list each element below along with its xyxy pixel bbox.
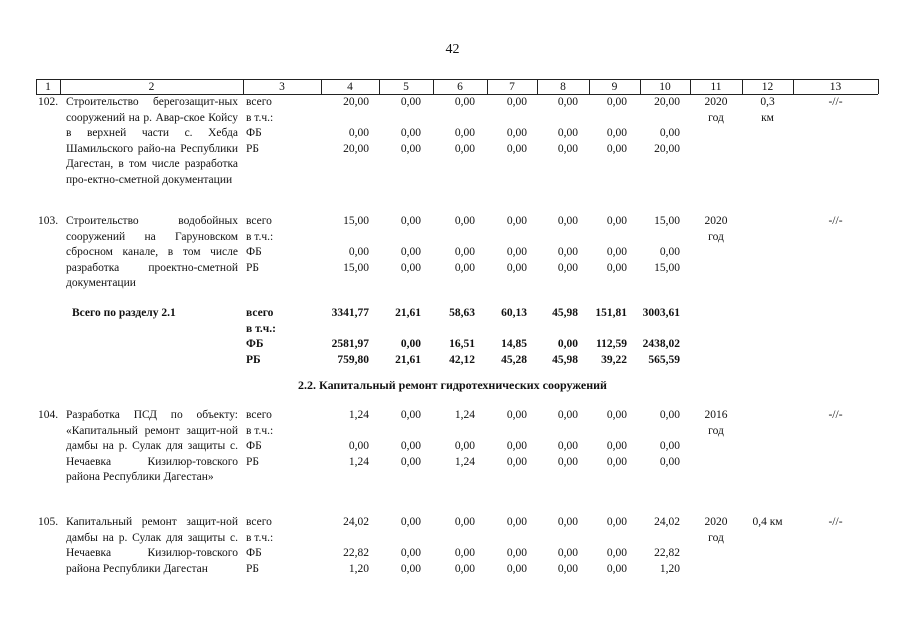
value-cell: 0,00 bbox=[400, 261, 421, 274]
value-cell: 0,00 bbox=[557, 440, 578, 452]
value-cell: 0,00 bbox=[454, 562, 475, 575]
header-divider bbox=[878, 79, 879, 94]
fund-label: РБ bbox=[246, 353, 261, 366]
value-cell: 0,00 bbox=[606, 440, 627, 452]
value-cell: 112,59 bbox=[596, 338, 627, 350]
value-cell: 0,00 bbox=[400, 562, 421, 575]
value-cell: 0,00 bbox=[506, 547, 527, 559]
value-cell: 45,98 bbox=[552, 353, 578, 366]
completion-year-unit: год bbox=[708, 230, 724, 243]
header-divider bbox=[742, 79, 743, 94]
completion-year: 2020 bbox=[704, 96, 728, 108]
fund-label: всего bbox=[246, 307, 274, 319]
value-cell: 1,24 bbox=[348, 409, 369, 421]
value-cell: 0,00 bbox=[659, 246, 680, 258]
value-cell: 0,00 bbox=[557, 338, 578, 350]
value-cell: 0,00 bbox=[454, 547, 475, 559]
value-cell: 0,00 bbox=[557, 142, 578, 155]
value-cell: 24,02 bbox=[343, 516, 369, 528]
object-description: Разработка ПСД по объекту: «Капитальный ремонт защит-ной дамбы на р. Сулак для защиты с. Нечаевка Кизилюр-товского района Республики Дагестан» bbox=[66, 409, 238, 483]
value-cell: 15,00 bbox=[343, 261, 369, 274]
value-cell: 21,61 bbox=[395, 307, 421, 319]
value-cell: 0,00 bbox=[400, 246, 421, 258]
completion-year-unit: год bbox=[708, 424, 724, 437]
row-number: 102. bbox=[38, 96, 59, 108]
value-cell: 565,59 bbox=[648, 353, 680, 366]
value-cell: 0,00 bbox=[506, 455, 527, 468]
value-cell: 0,00 bbox=[506, 440, 527, 452]
value-cell: 0,00 bbox=[606, 455, 627, 468]
fund-label: ФБ bbox=[246, 440, 262, 452]
fund-label: ФБ bbox=[246, 127, 262, 139]
value-cell: 0,00 bbox=[557, 96, 578, 108]
header-cell-6: 6 bbox=[457, 81, 463, 93]
value-cell: 20,00 bbox=[343, 142, 369, 155]
value-cell: 0,00 bbox=[606, 246, 627, 258]
header-divider bbox=[379, 79, 380, 94]
note-cell: -//- bbox=[828, 96, 843, 108]
value-cell: 45,28 bbox=[501, 353, 527, 366]
value-cell: 60,13 bbox=[501, 307, 527, 319]
header-cell-8: 8 bbox=[560, 81, 566, 93]
value-cell: 0,00 bbox=[400, 127, 421, 139]
value-cell: 45,98 bbox=[552, 307, 578, 319]
value-cell: 14,85 bbox=[501, 338, 527, 350]
value-cell: 0,00 bbox=[606, 562, 627, 575]
fund-label: РБ bbox=[246, 455, 259, 468]
fund-label: в т.ч.: bbox=[246, 111, 274, 124]
value-cell: 1,20 bbox=[659, 562, 680, 575]
value-cell: 0,00 bbox=[606, 409, 627, 421]
value-cell: 15,00 bbox=[654, 215, 680, 227]
value-cell: 0,00 bbox=[557, 127, 578, 139]
fund-label: РБ bbox=[246, 142, 259, 155]
value-cell: 22,82 bbox=[654, 547, 680, 559]
value-cell: 0,00 bbox=[659, 409, 680, 421]
fund-label: ФБ bbox=[246, 246, 262, 258]
header-cell-4: 4 bbox=[347, 81, 353, 93]
fund-label: в т.ч.: bbox=[246, 424, 274, 437]
header-divider bbox=[321, 79, 322, 94]
value-cell: 15,00 bbox=[343, 215, 369, 227]
header-divider bbox=[537, 79, 538, 94]
header-divider bbox=[589, 79, 590, 94]
header-cell-11: 11 bbox=[710, 81, 722, 93]
value-cell: 20,00 bbox=[654, 96, 680, 108]
value-cell: 2581,97 bbox=[331, 338, 369, 350]
note-cell: -//- bbox=[828, 215, 843, 227]
value-cell: 0,00 bbox=[454, 246, 475, 258]
fund-label: в т.ч.: bbox=[246, 322, 276, 335]
completion-year: 2016 bbox=[704, 409, 728, 421]
fund-label: РБ bbox=[246, 261, 259, 274]
value-cell: 22,82 bbox=[343, 547, 369, 559]
header-cell-5: 5 bbox=[403, 81, 409, 93]
value-cell: 0,00 bbox=[506, 127, 527, 139]
value-cell: 0,00 bbox=[506, 409, 527, 421]
value-cell: 0,00 bbox=[400, 440, 421, 452]
value-cell: 0,00 bbox=[454, 516, 475, 528]
value-cell: 0,00 bbox=[659, 127, 680, 139]
capacity-unit: км bbox=[761, 111, 774, 124]
value-cell: 1,24 bbox=[454, 455, 475, 468]
note-cell: -//- bbox=[828, 409, 843, 421]
value-cell: 0,00 bbox=[400, 409, 421, 421]
completion-year-unit: год bbox=[708, 111, 724, 124]
value-cell: 0,00 bbox=[348, 440, 369, 452]
value-cell: 42,12 bbox=[449, 353, 475, 366]
header-divider bbox=[690, 79, 691, 94]
header-cell-7: 7 bbox=[509, 81, 515, 93]
capacity-value: 0,4 км bbox=[752, 516, 783, 528]
page-number: 42 bbox=[445, 42, 460, 57]
value-cell: 16,51 bbox=[449, 338, 475, 350]
header-divider bbox=[793, 79, 794, 94]
value-cell: 0,00 bbox=[400, 338, 421, 350]
fund-label: всего bbox=[246, 409, 272, 421]
value-cell: 0,00 bbox=[506, 142, 527, 155]
fund-label: всего bbox=[246, 215, 272, 227]
header-divider bbox=[640, 79, 641, 94]
completion-year-unit: год bbox=[708, 531, 724, 544]
header-divider bbox=[433, 79, 434, 94]
value-cell: 0,00 bbox=[606, 516, 627, 528]
header-divider bbox=[487, 79, 488, 94]
value-cell: 0,00 bbox=[557, 455, 578, 468]
header-cell-3: 3 bbox=[279, 81, 285, 93]
value-cell: 0,00 bbox=[454, 142, 475, 155]
value-cell: 0,00 bbox=[606, 127, 627, 139]
header-cell-1: 1 bbox=[45, 81, 51, 93]
value-cell: 759,80 bbox=[337, 353, 369, 366]
header-cell-10: 10 bbox=[659, 81, 671, 93]
header-divider bbox=[243, 79, 244, 94]
completion-year: 2020 bbox=[704, 516, 728, 528]
value-cell: 0,00 bbox=[506, 562, 527, 575]
object-description: Капитальный ремонт защит-ной дамбы на р. Сулак для защиты с. Нечаевка Кизилюр-товского района Республики Дагестан bbox=[66, 516, 238, 575]
value-cell: 1,20 bbox=[348, 562, 369, 575]
value-cell: 0,00 bbox=[348, 127, 369, 139]
row-number: 104. bbox=[38, 409, 59, 421]
value-cell: 0,00 bbox=[557, 261, 578, 274]
value-cell: 0,00 bbox=[659, 440, 680, 452]
header-divider bbox=[36, 79, 37, 94]
value-cell: 151,81 bbox=[595, 307, 627, 319]
value-cell: 0,00 bbox=[400, 455, 421, 468]
fund-label: в т.ч.: bbox=[246, 230, 274, 243]
fund-label: РБ bbox=[246, 562, 259, 575]
value-cell: 0,00 bbox=[400, 96, 421, 108]
header-cell-9: 9 bbox=[611, 81, 618, 93]
value-cell: 0,00 bbox=[606, 261, 627, 274]
value-cell: 1,24 bbox=[348, 455, 369, 468]
value-cell: 39,22 bbox=[601, 353, 627, 366]
value-cell: 1,24 bbox=[454, 409, 475, 421]
value-cell: 0,00 bbox=[606, 215, 627, 227]
value-cell: 0,00 bbox=[557, 547, 578, 559]
value-cell: 24,02 bbox=[654, 516, 680, 528]
value-cell: 0,00 bbox=[506, 261, 527, 274]
value-cell: 20,00 bbox=[654, 142, 680, 155]
row-number: 103. bbox=[38, 215, 59, 227]
value-cell: 0,00 bbox=[557, 246, 578, 258]
value-cell: 0,00 bbox=[400, 516, 421, 528]
object-description: Строительство берегозащит-ных сооружений на р. Авар-ское Койсу в верхней части с. Хебда Шамильского райо-на Республики Дагестан, в том числе разработка про-ектно-сметной документации bbox=[66, 96, 238, 186]
header-cell-12: 12 bbox=[761, 81, 774, 93]
value-cell: 0,00 bbox=[454, 440, 475, 452]
completion-year: 2020 bbox=[704, 215, 728, 227]
value-cell: 0,00 bbox=[506, 516, 527, 528]
value-cell: 0,00 bbox=[506, 215, 527, 227]
fund-label: всего bbox=[246, 516, 272, 528]
object-description: Строительство водобойных сооружений на Гаруновском сбросном канале, в том числе разработка проектно-сметной документации bbox=[66, 215, 238, 289]
header-divider bbox=[60, 79, 61, 94]
value-cell: 0,00 bbox=[400, 142, 421, 155]
value-cell: 0,00 bbox=[557, 409, 578, 421]
value-cell: 0,00 bbox=[506, 96, 527, 108]
value-cell: 15,00 bbox=[654, 261, 680, 274]
value-cell: 0,00 bbox=[454, 261, 475, 274]
value-cell: 0,00 bbox=[557, 562, 578, 575]
header-cell-2: 2 bbox=[148, 81, 155, 93]
value-cell: 58,63 bbox=[449, 307, 475, 319]
fund-label: ФБ bbox=[246, 547, 262, 559]
value-cell: 3003,61 bbox=[642, 307, 680, 319]
value-cell: 0,00 bbox=[659, 455, 680, 468]
value-cell: 0,00 bbox=[454, 215, 475, 227]
section-title: 2.2. Капитальный ремонт гидротехнических сооружений bbox=[298, 378, 607, 392]
fund-label: ФБ bbox=[246, 338, 264, 350]
value-cell: 0,00 bbox=[400, 547, 421, 559]
value-cell: 20,00 bbox=[343, 96, 369, 108]
value-cell: 0,00 bbox=[454, 127, 475, 139]
value-cell: 0,00 bbox=[606, 96, 627, 108]
section-total-label: Всего по разделу 2.1 bbox=[72, 307, 176, 319]
value-cell: 2438,02 bbox=[642, 338, 680, 350]
note-cell: -//- bbox=[828, 516, 843, 528]
header-cell-13: 13 bbox=[829, 81, 842, 93]
value-cell: 0,00 bbox=[606, 547, 627, 559]
row-number: 105. bbox=[38, 516, 59, 528]
value-cell: 0,00 bbox=[506, 246, 527, 258]
value-cell: 0,00 bbox=[454, 96, 475, 108]
value-cell: 0,00 bbox=[400, 215, 421, 227]
value-cell: 0,00 bbox=[557, 516, 578, 528]
value-cell: 21,61 bbox=[395, 353, 421, 366]
value-cell: 0,00 bbox=[557, 215, 578, 227]
capacity-value: 0,3 bbox=[760, 96, 775, 108]
fund-label: в т.ч.: bbox=[246, 531, 274, 544]
value-cell: 0,00 bbox=[348, 246, 369, 258]
fund-label: всего bbox=[246, 96, 272, 108]
value-cell: 3341,77 bbox=[331, 307, 369, 319]
value-cell: 0,00 bbox=[606, 142, 627, 155]
